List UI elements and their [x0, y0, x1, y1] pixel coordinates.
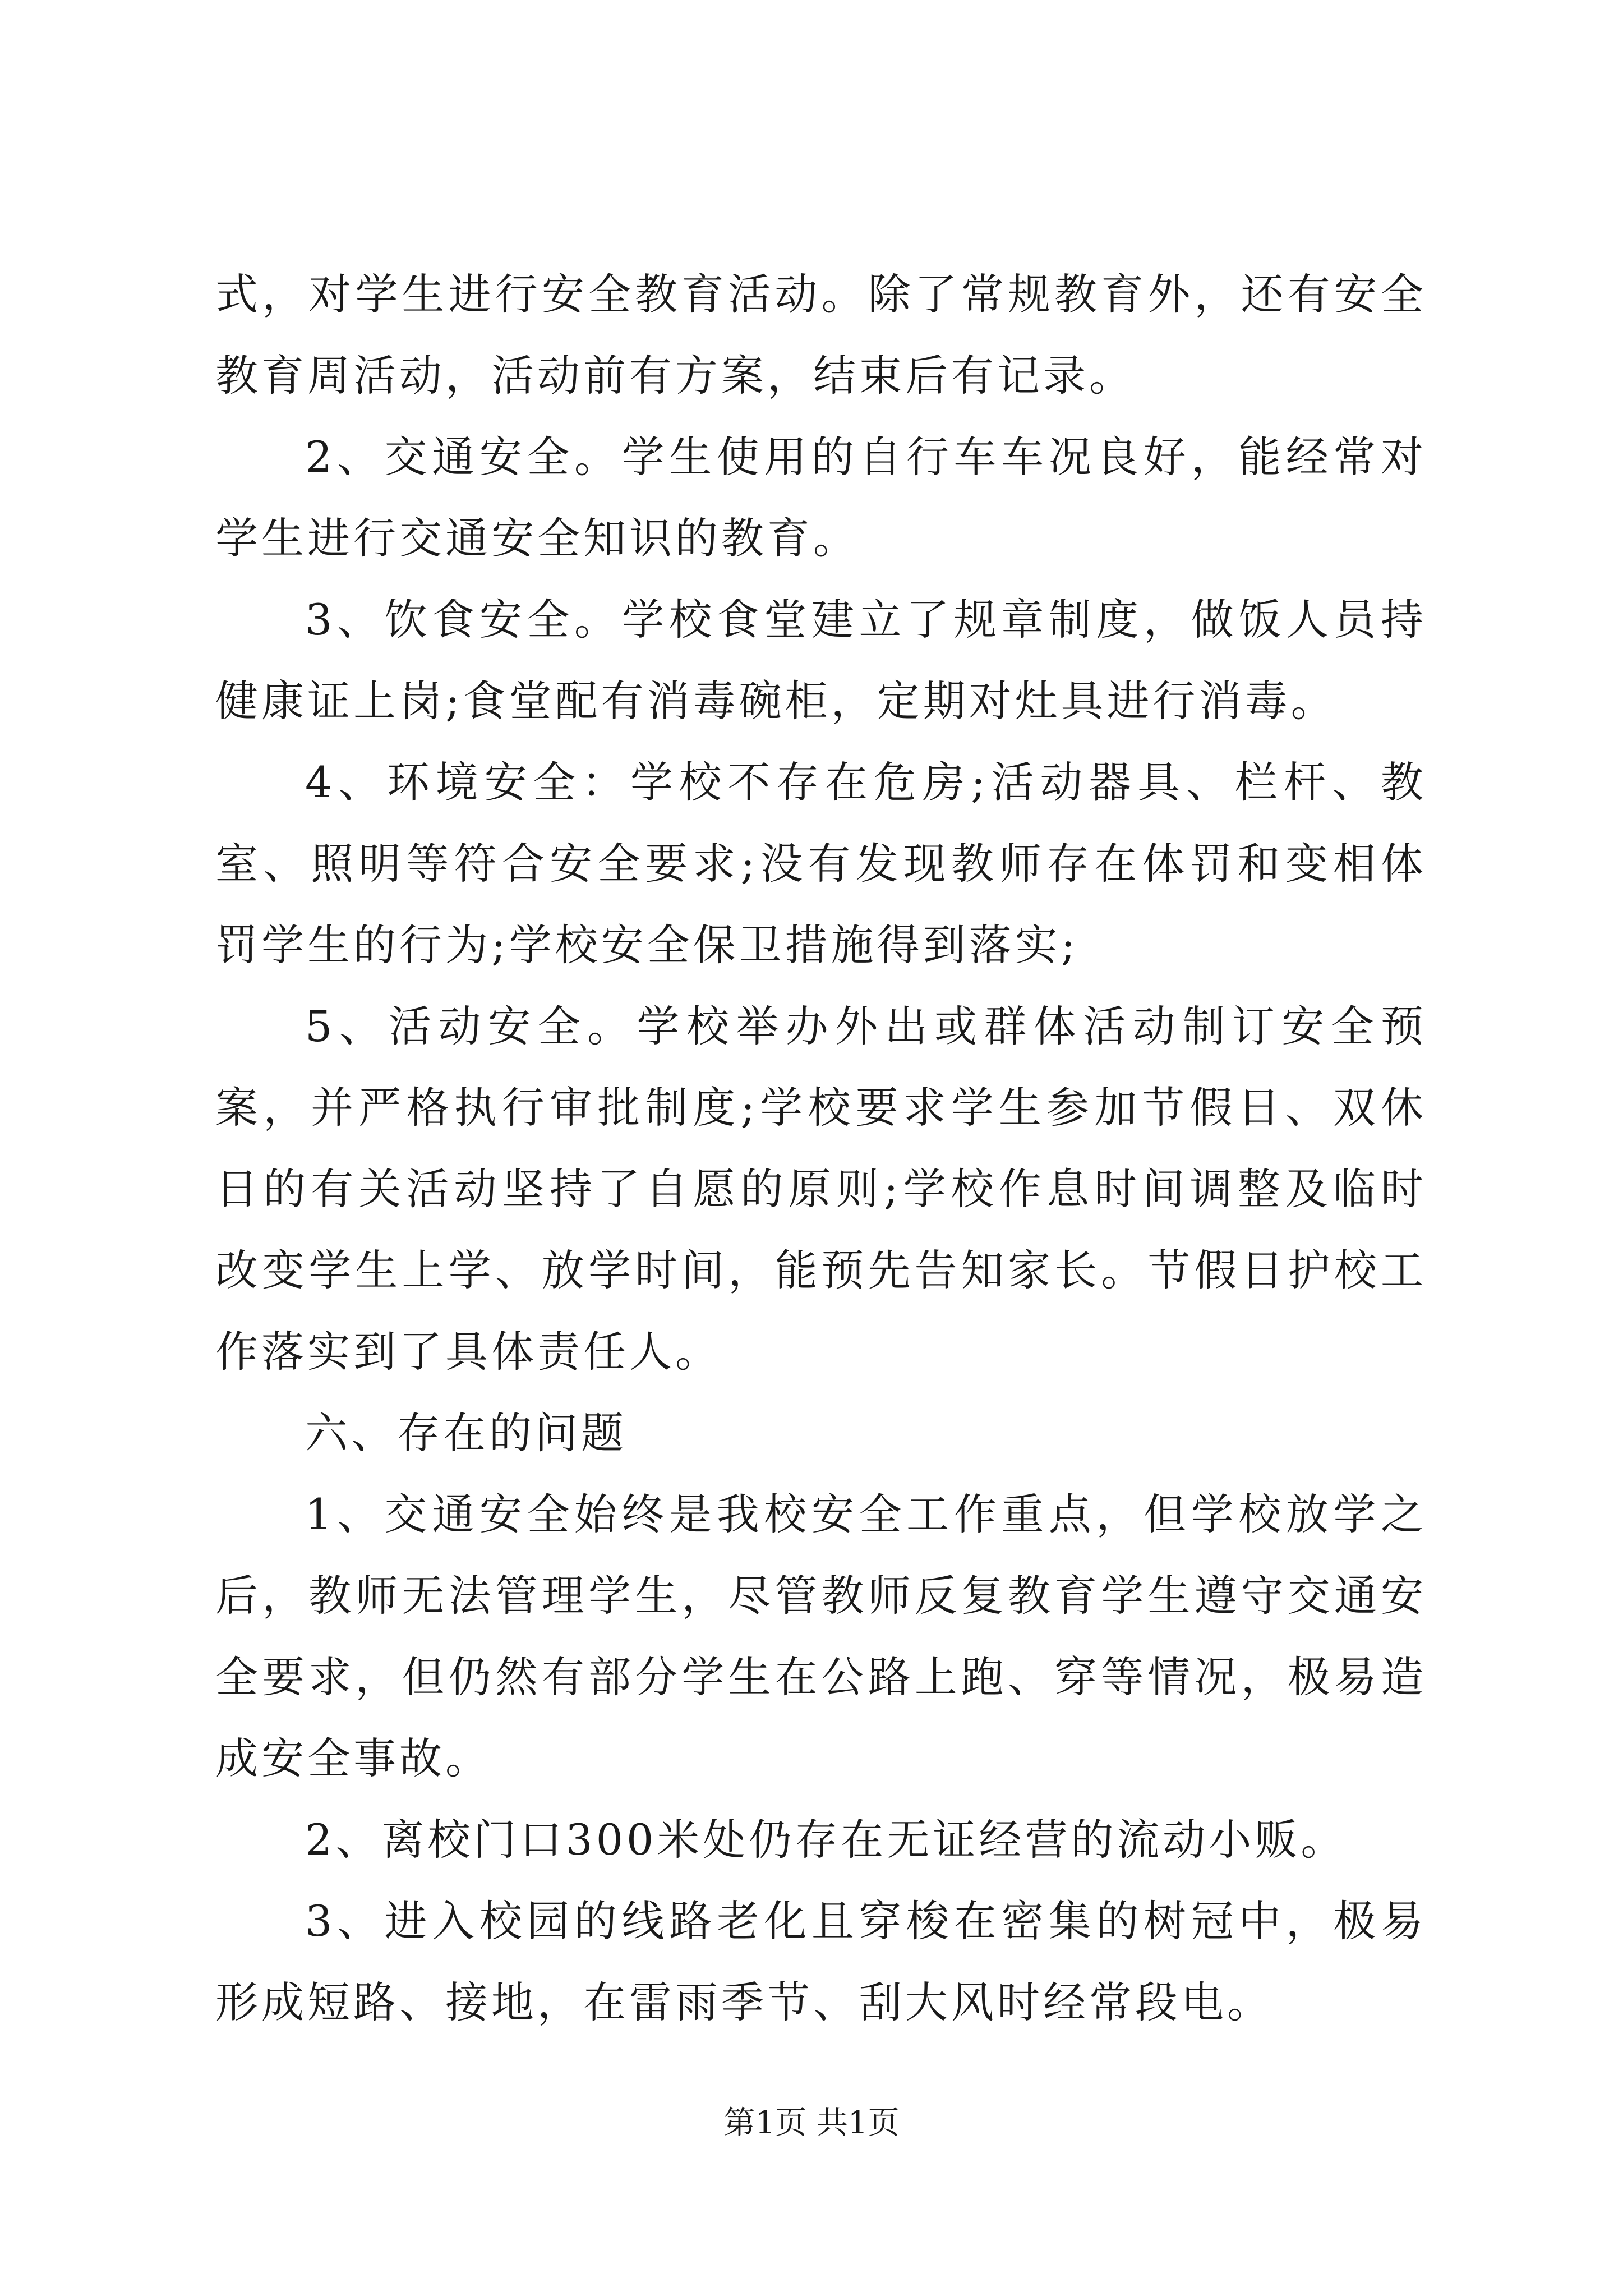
paragraph-continuation: 式，对学生进行安全教育活动。除了常规教育外，还有安全教育周活动，活动前有方案，结束后有记录。 — [215, 269, 1427, 401]
paragraph-environment-safety: 4、环境安全：学校不存在危房;活动器具、栏杆、教室、照明等符合安全要求;没有发现教师存在体罚和变相体罚学生的行为;学校安全保卫措施得到落实; — [215, 757, 1427, 970]
paragraph-traffic-safety: 2、交通安全。学生使用的自行车车况良好，能经常对学生进行交通安全知识的教育。 — [215, 432, 1427, 563]
paragraph-problem-wiring: 3、进入校园的线路老化且穿梭在密集的树冠中，极易形成短路、接地，在雷雨季节、刮大风时经常段电。 — [215, 1896, 1427, 2027]
paragraph-problem-traffic: 1、交通安全始终是我校安全工作重点，但学校放学之后，教师无法管理学生，尽管教师反复教育学生遵守交通安全要求，但仍然有部分学生在公路上跑、穿等情况，极易造成安全事故。 — [215, 1489, 1427, 1783]
paragraph-activity-safety: 5、活动安全。学校举办外出或群体活动制订安全预案，并严格执行审批制度;学校要求学生参加节假日、双休日的有关活动坚持了自愿的原则;学校作息时间调整及临时改变学生上学、放学时间，能预先告知家长。节假日护校工作落实到了具体责任人。 — [215, 1001, 1427, 1377]
paragraph-food-safety: 3、饮食安全。学校食堂建立了规章制度，做饭人员持健康证上岗;食堂配有消毒碗柜，定期对灶具进行消毒。 — [215, 595, 1427, 726]
section-heading-problems: 六、存在的问题 — [305, 1408, 627, 1458]
page-number-label: 第1页 共1页 — [723, 2105, 900, 2141]
paragraph-problem-vendors: 2、离校门口300米处仍存在无证经营的流动小贩。 — [305, 1815, 1347, 1865]
document-body — [215, 254, 1427, 2043]
page-footer — [0, 2101, 1623, 2146]
